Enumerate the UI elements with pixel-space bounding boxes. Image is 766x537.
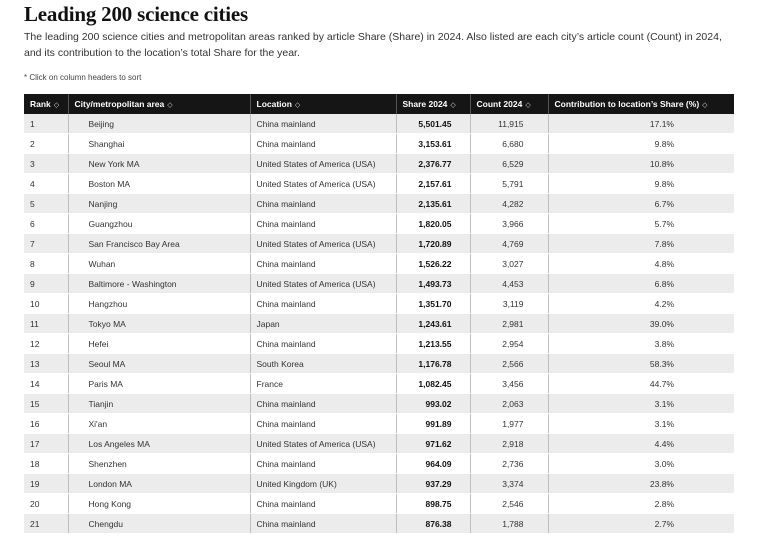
contribution-cell: 7.8% xyxy=(548,234,734,254)
share-cell: 1,351.70 xyxy=(396,294,470,314)
rank-cell: 7 xyxy=(24,234,68,254)
location-cell: United States of America (USA) xyxy=(250,174,396,194)
contribution-cell: 4.4% xyxy=(548,434,734,454)
share-cell: 1,720.89 xyxy=(396,234,470,254)
rank-cell: 8 xyxy=(24,254,68,274)
location-cell: China mainland xyxy=(250,294,396,314)
count-cell: 1,788 xyxy=(470,514,548,534)
contribution-cell: 23.8% xyxy=(548,474,734,494)
rank-cell: 2 xyxy=(24,134,68,154)
share-cell: 1,082.45 xyxy=(396,374,470,394)
cities-table xyxy=(24,94,734,534)
rank-cell: 6 xyxy=(24,214,68,234)
rank-cell: 12 xyxy=(24,334,68,354)
page-subtitle: The leading 200 science cities and metropolitan areas ranked by article Share (Share) in 2024. Also listed are each city’s article count (Count) in 2024, and its contribution to the location’s total Share for the year. xyxy=(24,31,722,59)
rank-cell: 11 xyxy=(24,314,68,334)
contribution-cell: 4.8% xyxy=(548,254,734,274)
sort-toggle-icon: ◇ xyxy=(53,101,60,109)
column-header-label: Contribution to location’s Share (%) xyxy=(554,99,700,109)
count-cell: 4,769 xyxy=(470,234,548,254)
column-header-label: Share 2024 xyxy=(402,99,448,109)
location-cell: China mainland xyxy=(250,414,396,434)
location-cell: United States of America (USA) xyxy=(250,434,396,454)
contribution-cell: 58.3% xyxy=(548,354,734,374)
rank-cell: 10 xyxy=(24,294,68,314)
share-cell: 1,493.73 xyxy=(396,274,470,294)
contribution-cell: 17.1% xyxy=(548,114,734,134)
count-cell: 2,736 xyxy=(470,454,548,474)
location-cell: South Korea xyxy=(250,354,396,374)
column-header-label: City/metropolitan area xyxy=(74,99,165,109)
table-row xyxy=(24,354,734,374)
city-cell: Beijing xyxy=(68,114,250,134)
count-cell: 4,282 xyxy=(470,194,548,214)
location-cell: China mainland xyxy=(250,494,396,514)
location-cell: China mainland xyxy=(250,254,396,274)
city-cell: New York MA xyxy=(68,154,250,174)
share-cell: 1,820.05 xyxy=(396,214,470,234)
column-header-label: Count 2024 xyxy=(476,99,523,109)
count-cell: 6,680 xyxy=(470,134,548,154)
column-header-rank[interactable] xyxy=(24,94,68,114)
table-row xyxy=(24,474,734,494)
city-cell: Hefei xyxy=(68,334,250,354)
location-cell: United States of America (USA) xyxy=(250,154,396,174)
contribution-cell: 10.8% xyxy=(548,154,734,174)
sort-toggle-icon: ◇ xyxy=(450,101,456,109)
table-row xyxy=(24,334,734,354)
count-cell: 2,063 xyxy=(470,394,548,414)
city-cell: Wuhan xyxy=(68,254,250,274)
share-cell: 1,243.61 xyxy=(396,314,470,334)
location-cell: Japan xyxy=(250,314,396,334)
table-row xyxy=(24,234,734,254)
city-cell: Tokyo MA xyxy=(68,314,250,334)
column-header-location[interactable] xyxy=(250,94,396,114)
rank-cell: 18 xyxy=(24,454,68,474)
contribution-cell: 3.1% xyxy=(548,414,734,434)
rank-cell: 15 xyxy=(24,394,68,414)
table-row xyxy=(24,434,734,454)
rank-cell: 20 xyxy=(24,494,68,514)
table-body xyxy=(24,114,734,534)
share-cell: 1,213.55 xyxy=(396,334,470,354)
share-cell: 991.89 xyxy=(396,414,470,434)
count-cell: 1,977 xyxy=(470,414,548,434)
header-row xyxy=(24,94,734,114)
share-cell: 876.38 xyxy=(396,514,470,534)
table-row xyxy=(24,174,734,194)
location-cell: China mainland xyxy=(250,334,396,354)
count-cell: 2,546 xyxy=(470,494,548,514)
location-cell: China mainland xyxy=(250,194,396,214)
rank-cell: 19 xyxy=(24,474,68,494)
share-cell: 3,153.61 xyxy=(396,134,470,154)
rank-cell: 21 xyxy=(24,514,68,534)
city-cell: Shanghai xyxy=(68,134,250,154)
contribution-cell: 3.1% xyxy=(548,394,734,414)
table-row xyxy=(24,414,734,434)
city-cell: London MA xyxy=(68,474,250,494)
location-cell: United Kingdom (UK) xyxy=(250,474,396,494)
city-cell: Paris MA xyxy=(68,374,250,394)
table-row xyxy=(24,454,734,474)
contribution-cell: 44.7% xyxy=(548,374,734,394)
rank-cell: 14 xyxy=(24,374,68,394)
city-cell: Hong Kong xyxy=(68,494,250,514)
location-cell: France xyxy=(250,374,396,394)
rank-cell: 5 xyxy=(24,194,68,214)
table-row xyxy=(24,114,734,134)
count-cell: 2,918 xyxy=(470,434,548,454)
sort-toggle-icon: ◇ xyxy=(525,101,531,109)
count-cell: 3,119 xyxy=(470,294,548,314)
contribution-cell: 5.7% xyxy=(548,214,734,234)
sort-toggle-icon: ◇ xyxy=(294,101,301,109)
table-row xyxy=(24,374,734,394)
city-cell: Baltimore - Washington xyxy=(68,274,250,294)
count-cell: 2,981 xyxy=(470,314,548,334)
city-cell: Seoul MA xyxy=(68,354,250,374)
rank-cell: 1 xyxy=(24,114,68,134)
table-row xyxy=(24,514,734,534)
count-cell: 3,027 xyxy=(470,254,548,274)
city-cell: Los Angeles MA xyxy=(68,434,250,454)
count-cell: 2,566 xyxy=(470,354,548,374)
table-row xyxy=(24,274,734,294)
sort-toggle-icon: ◇ xyxy=(167,101,173,109)
location-cell: United States of America (USA) xyxy=(250,234,396,254)
count-cell: 6,529 xyxy=(470,154,548,174)
city-cell: Shenzhen xyxy=(68,454,250,474)
page-title: Leading 200 science cities xyxy=(24,2,249,26)
count-cell: 4,453 xyxy=(470,274,548,294)
contribution-cell: 9.8% xyxy=(548,134,734,154)
contribution-cell: 2.8% xyxy=(548,494,734,514)
count-cell: 11,915 xyxy=(470,114,548,134)
contribution-cell: 9.8% xyxy=(548,174,734,194)
table-row xyxy=(24,214,734,234)
city-cell: Guangzhou xyxy=(68,214,250,234)
table-row xyxy=(24,134,734,154)
share-cell: 971.62 xyxy=(396,434,470,454)
contribution-cell: 2.7% xyxy=(548,514,734,534)
column-header-label: Location xyxy=(256,99,292,109)
city-cell: Xi'an xyxy=(68,414,250,434)
contribution-cell: 3.0% xyxy=(548,454,734,474)
column-header-count-2024[interactable] xyxy=(470,94,548,114)
sort-hint: * Click on column headers to sort xyxy=(24,73,142,82)
location-cell: China mainland xyxy=(250,394,396,414)
share-cell: 937.29 xyxy=(396,474,470,494)
share-cell: 1,176.78 xyxy=(396,354,470,374)
rank-cell: 17 xyxy=(24,434,68,454)
contribution-cell: 6.8% xyxy=(548,274,734,294)
share-cell: 2,135.61 xyxy=(396,194,470,214)
column-header-share-2024[interactable] xyxy=(396,94,470,114)
table-row xyxy=(24,314,734,334)
table-row xyxy=(24,494,734,514)
city-cell: Boston MA xyxy=(68,174,250,194)
share-cell: 1,526.22 xyxy=(396,254,470,274)
location-cell: China mainland xyxy=(250,514,396,534)
table-row xyxy=(24,294,734,314)
share-cell: 5,501.45 xyxy=(396,114,470,134)
rank-cell: 13 xyxy=(24,354,68,374)
location-cell: China mainland xyxy=(250,134,396,154)
location-cell: China mainland xyxy=(250,214,396,234)
city-cell: Chengdu xyxy=(68,514,250,534)
rank-cell: 4 xyxy=(24,174,68,194)
contribution-cell: 4.2% xyxy=(548,294,734,314)
city-cell: Nanjing xyxy=(68,194,250,214)
column-header-contribution[interactable] xyxy=(548,94,734,114)
location-cell: China mainland xyxy=(250,114,396,134)
contribution-cell: 3.8% xyxy=(548,334,734,354)
count-cell: 3,456 xyxy=(470,374,548,394)
rank-cell: 16 xyxy=(24,414,68,434)
table-row xyxy=(24,154,734,174)
sort-toggle-icon: ◇ xyxy=(702,101,708,109)
location-cell: United States of America (USA) xyxy=(250,274,396,294)
table-row xyxy=(24,194,734,214)
contribution-cell: 39.0% xyxy=(548,314,734,334)
table-row xyxy=(24,254,734,274)
table-header xyxy=(24,94,734,114)
share-cell: 964.09 xyxy=(396,454,470,474)
column-header-city[interactable] xyxy=(68,94,250,114)
table-row xyxy=(24,394,734,414)
count-cell: 5,791 xyxy=(470,174,548,194)
share-cell: 993.02 xyxy=(396,394,470,414)
count-cell: 2,954 xyxy=(470,334,548,354)
city-cell: Hangzhou xyxy=(68,294,250,314)
share-cell: 2,157.61 xyxy=(396,174,470,194)
column-header-label: Rank xyxy=(30,99,51,109)
rank-cell: 9 xyxy=(24,274,68,294)
city-cell: Tianjin xyxy=(68,394,250,414)
share-cell: 898.75 xyxy=(396,494,470,514)
rank-cell: 3 xyxy=(24,154,68,174)
city-cell: San Francisco Bay Area xyxy=(68,234,250,254)
contribution-cell: 6.7% xyxy=(548,194,734,214)
count-cell: 3,374 xyxy=(470,474,548,494)
location-cell: China mainland xyxy=(250,454,396,474)
share-cell: 2,376.77 xyxy=(396,154,470,174)
count-cell: 3,966 xyxy=(470,214,548,234)
